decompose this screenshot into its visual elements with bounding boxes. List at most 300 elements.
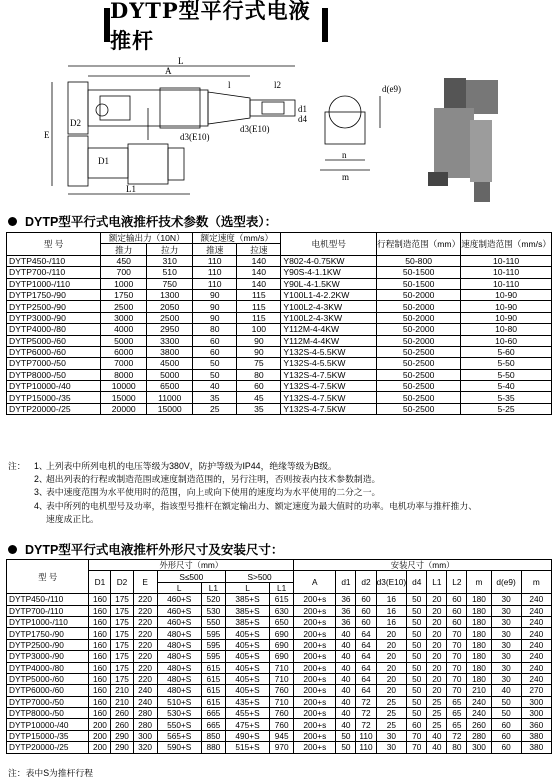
table-cell: 595 (201, 639, 225, 650)
table-cell: 50-2500 (377, 346, 461, 357)
t2-header-col: d4 (407, 571, 427, 594)
table-cell: 180 (467, 605, 491, 616)
table-cell: 110 (356, 730, 376, 741)
table-cell: 90 (193, 312, 237, 323)
table-row (7, 312, 552, 323)
table-cell: 10-110 (461, 255, 552, 266)
table-cell: 595 (201, 628, 225, 639)
table-cell: 40 (336, 719, 356, 730)
t1-header-model: 型 号 (7, 233, 101, 256)
table-cell: 16 (376, 616, 407, 627)
table-cell: DYTP450-/110 (7, 255, 101, 266)
table-cell: 35 (193, 392, 237, 403)
table-cell: 30 (491, 651, 521, 662)
table-cell: 50 (407, 616, 427, 627)
table-cell: 180 (467, 673, 491, 684)
table-cell: 20 (427, 594, 447, 605)
table-cell: 210 (111, 685, 133, 696)
t1-header-push: 推力 (101, 244, 147, 255)
table-cell: 4500 (147, 358, 193, 369)
table-cell: 460+S (157, 616, 201, 627)
table-cell: DYTP700-/110 (7, 267, 101, 278)
table-cell: 1750 (101, 289, 147, 300)
table-cell: 50 (336, 730, 356, 741)
table-cell: 240 (133, 696, 157, 707)
table-cell: 50 (407, 639, 427, 650)
table-row (7, 369, 552, 380)
table-cell: 530 (201, 605, 225, 616)
table-cell: 200+s (294, 628, 336, 639)
table-cell: 6500 (147, 381, 193, 392)
note-item (8, 500, 553, 513)
table-cell: 210 (111, 696, 133, 707)
table-cell: DYTP8000-/50 (7, 708, 89, 719)
table-cell: 760 (270, 685, 294, 696)
dim-L1: L1 (126, 184, 136, 194)
table-cell: 50-2000 (377, 301, 461, 312)
table-cell: 110 (193, 278, 237, 289)
table-cell: DYTP450-/110 (7, 594, 89, 605)
table-cell: DYTP7000-/50 (7, 696, 89, 707)
table-cell: 36 (336, 594, 356, 605)
table-cell: 20 (427, 651, 447, 662)
table-cell: 220 (133, 605, 157, 616)
table-cell: Y100L2-4-3KW (281, 312, 377, 323)
table-cell: 90 (193, 301, 237, 312)
note-text: 超出列表的行程或制造范围或速度制造范围的，另行注明，否则按表内技术参数制造。 (46, 474, 381, 485)
table-cell: 5-35 (461, 392, 552, 403)
dim-m: m (342, 172, 350, 182)
table-cell: 615 (201, 696, 225, 707)
table-cell: 175 (111, 673, 133, 684)
table-cell: 160 (89, 616, 111, 627)
table-row (7, 651, 552, 662)
page-title-box (104, 0, 328, 53)
note-lead (8, 486, 34, 499)
table-cell: Y132S-4-7.5KW (281, 369, 377, 380)
table-cell: 35 (237, 403, 281, 414)
table-row (7, 289, 552, 300)
table-cell: 240 (133, 685, 157, 696)
table-cell: 480+S (157, 628, 201, 639)
table-cell: 30 (491, 605, 521, 616)
table-cell: 8000 (101, 369, 147, 380)
table-cell: 750 (147, 278, 193, 289)
table-row (7, 605, 552, 616)
table-cell: DYTP1000-/110 (7, 278, 101, 289)
table-cell: 25 (376, 708, 407, 719)
table-row (7, 301, 552, 312)
table-cell: 6000 (101, 346, 147, 357)
table-cell: 615 (270, 594, 294, 605)
t1-header-force: 额定输出力（10N） (101, 233, 193, 244)
note-number: 3、 (34, 487, 48, 498)
table-cell: 5-50 (461, 369, 552, 380)
table-cell: 175 (111, 639, 133, 650)
table-cell: 50 (491, 696, 521, 707)
table-cell: 240 (521, 662, 551, 673)
table-cell: 240 (521, 639, 551, 650)
table-cell: 30 (491, 616, 521, 627)
table-cell: 160 (89, 662, 111, 673)
table-cell: 50-1500 (377, 278, 461, 289)
table-row (7, 742, 552, 753)
table-cell: 615 (201, 662, 225, 673)
note-text: 表中速度范围为水平使用时的范围，向上或向下使用的速度均为水平使用的二分之一。 (46, 487, 381, 498)
table-cell: 10-110 (461, 267, 552, 278)
section1-heading (8, 212, 277, 230)
table-cell: 40 (336, 628, 356, 639)
table-cell: DYTP20000-/25 (7, 403, 101, 414)
table-cell: 200+s (294, 730, 336, 741)
top-circle (96, 104, 108, 116)
table-cell: 20 (427, 673, 447, 684)
table-cell: 30 (376, 742, 407, 753)
table-cell: 2050 (147, 301, 193, 312)
table-cell: 615 (201, 673, 225, 684)
t2-header-outline: 外形尺寸（mm） (89, 560, 294, 571)
table-cell: 240 (521, 594, 551, 605)
table-cell: 16 (376, 594, 407, 605)
table-cell: 160 (89, 651, 111, 662)
photo-mount (428, 172, 448, 186)
table-cell: 20 (376, 673, 407, 684)
table-row (7, 696, 552, 707)
table-cell: 240 (521, 628, 551, 639)
table-cell: 50 (407, 673, 427, 684)
table-row (7, 255, 552, 266)
table-row (7, 278, 552, 289)
table-cell: 240 (521, 616, 551, 627)
table-cell: DYTP3000-/90 (7, 312, 101, 323)
table-cell: 60 (356, 594, 376, 605)
table-cell: 40 (427, 742, 447, 753)
dim-D2: D2 (70, 118, 81, 128)
table-cell: 650 (270, 616, 294, 627)
table-cell: 200+s (294, 594, 336, 605)
table-cell: 140 (237, 278, 281, 289)
table-cell: 64 (356, 662, 376, 673)
table-cell: 665 (201, 708, 225, 719)
table-cell: 175 (111, 662, 133, 673)
table-cell: DYTP6000-/60 (7, 346, 101, 357)
table-cell: 460+S (157, 594, 201, 605)
dim-n: n (342, 150, 347, 160)
table-cell: 110 (356, 742, 376, 753)
table-cell: 75 (237, 358, 281, 369)
t2-header-install: 安装尺寸（mm） (294, 560, 552, 571)
table-cell: 200+s (294, 719, 336, 730)
table-cell: 40 (336, 696, 356, 707)
table-cell: 50-2000 (377, 312, 461, 323)
table-cell: 60 (447, 605, 467, 616)
table-cell: 220 (133, 639, 157, 650)
table-cell: 40 (336, 708, 356, 719)
table-row (7, 594, 552, 605)
footnote: 注：表中S为推杆行程 (8, 768, 94, 778)
dim-A: A (165, 66, 172, 76)
table-cell: 50 (491, 708, 521, 719)
table-cell: 20 (376, 628, 407, 639)
table-cell: 72 (356, 708, 376, 719)
table-cell: 40 (193, 381, 237, 392)
table-cell: 200+s (294, 639, 336, 650)
table-cell: 20 (376, 662, 407, 673)
table-cell: 90 (237, 335, 281, 346)
table-cell: 160 (89, 685, 111, 696)
table-cell: 5000 (101, 335, 147, 346)
table-cell: 710 (270, 696, 294, 707)
note-item (8, 460, 553, 473)
table-cell: 20 (427, 662, 447, 673)
table-cell: DYTP20000-/25 (7, 742, 89, 753)
table-cell: 175 (111, 616, 133, 627)
photo-cylinder (434, 108, 474, 178)
mount-flange-bottom (68, 136, 88, 186)
table-cell: 510 (147, 267, 193, 278)
t2-header-col: L1 (427, 571, 447, 594)
table-cell: 210 (467, 685, 491, 696)
t2-header-model: 型 号 (7, 560, 89, 594)
table-cell: 385+S (225, 594, 269, 605)
table-cell: 180 (467, 651, 491, 662)
t2-header-col: L (225, 582, 269, 593)
rod-eye (262, 102, 284, 114)
table-cell: 220 (133, 594, 157, 605)
table-row (7, 730, 552, 741)
t1-header-speed: 额定速度（mm/s） (193, 233, 281, 244)
section2-title: DYTP型平行式电液推杆外形尺寸及安装尺寸： (25, 543, 284, 557)
bullet-icon (8, 545, 17, 554)
table-cell: DYTP10000-/40 (7, 719, 89, 730)
table-cell: 50 (407, 628, 427, 639)
table-cell: 30 (491, 673, 521, 684)
table-cell: 20 (427, 639, 447, 650)
table-cell: 200 (89, 730, 111, 741)
t2-header-col: m (521, 571, 551, 594)
table-cell: 260 (111, 708, 133, 719)
table-cell: 175 (111, 651, 133, 662)
t1-header-pushspd: 推速 (193, 244, 237, 255)
table-cell: 25 (427, 696, 447, 707)
table-cell: 380 (521, 730, 551, 741)
table-cell: 70 (447, 673, 467, 684)
table-cell: 65 (447, 696, 467, 707)
table-cell: 10-90 (461, 289, 552, 300)
table-cell: 50-1500 (377, 267, 461, 278)
table-cell: 665 (201, 719, 225, 730)
section2-heading (8, 540, 283, 558)
table-cell: 65 (447, 719, 467, 730)
table-cell: Y132S-4-5.5KW (281, 358, 377, 369)
table-cell: 110 (193, 267, 237, 278)
table-cell: Y132S-4-7.5KW (281, 403, 377, 414)
table-row (7, 267, 552, 278)
table-cell: 710 (270, 673, 294, 684)
table-cell: 50 (336, 742, 356, 753)
table-cell: 760 (270, 708, 294, 719)
tech-params-table (6, 232, 552, 415)
table-cell: 200+s (294, 662, 336, 673)
table-cell: 25 (376, 719, 407, 730)
table-cell: 40 (336, 651, 356, 662)
table-cell: 200+s (294, 673, 336, 684)
table-cell: 40 (336, 639, 356, 650)
table-cell: 50 (407, 662, 427, 673)
table-cell: 50-2000 (377, 324, 461, 335)
table-cell: 175 (111, 594, 133, 605)
table-cell: DYTP700-/110 (7, 605, 89, 616)
table-cell: Y132S-4-7.5KW (281, 392, 377, 403)
table-row (7, 392, 552, 403)
table-row (7, 616, 552, 627)
t2-header-col: L2 (447, 571, 467, 594)
page-title: DYTP型平行式电液推杆 (110, 0, 311, 53)
note-lead (8, 513, 34, 526)
table-cell: 3800 (147, 346, 193, 357)
table-cell: 50 (407, 651, 427, 662)
table-cell: 25 (193, 403, 237, 414)
table-row (7, 324, 552, 335)
table-cell: 300 (467, 742, 491, 753)
note-item (8, 486, 553, 499)
table-cell: 36 (336, 605, 356, 616)
table-cell: 615 (201, 685, 225, 696)
table-cell: 320 (133, 742, 157, 753)
table-cell: 595 (201, 651, 225, 662)
table-cell: 160 (89, 639, 111, 650)
table-cell: 200+s (294, 708, 336, 719)
table-cell: 850 (201, 730, 225, 741)
table-cell: 10-90 (461, 301, 552, 312)
table-cell: DYTP10000-/40 (7, 381, 101, 392)
table-cell: 140 (237, 267, 281, 278)
table-cell: 64 (356, 628, 376, 639)
note-number: 2、 (34, 474, 48, 485)
table-cell: 480+S (157, 673, 201, 684)
table-row (7, 662, 552, 673)
table-cell: 60 (447, 594, 467, 605)
dim-D1: D1 (98, 156, 109, 166)
table-cell: 175 (111, 628, 133, 639)
table-cell: 65 (447, 708, 467, 719)
table-row (7, 381, 552, 392)
table-row (7, 719, 552, 730)
table-cell: 90 (237, 346, 281, 357)
table-cell: 550+S (157, 719, 201, 730)
table-cell: 180 (467, 594, 491, 605)
table-cell: 450 (101, 255, 147, 266)
table-cell: 220 (133, 662, 157, 673)
table-cell: 455+S (225, 708, 269, 719)
dimensions-table (6, 559, 552, 754)
table-cell: 30 (376, 730, 407, 741)
table-cell: 630 (270, 605, 294, 616)
table-cell: DYTP15000-/35 (7, 730, 89, 741)
t2-header-col: d3(E10) (376, 571, 407, 594)
table-cell: 1000 (101, 278, 147, 289)
table-cell: 50 (407, 605, 427, 616)
table-cell: 115 (237, 312, 281, 323)
table-cell: 60 (193, 346, 237, 357)
note-item (8, 473, 553, 486)
table-cell: 60 (491, 742, 521, 753)
t2-header-col: d2 (356, 571, 376, 594)
table-cell: 80 (193, 324, 237, 335)
cylinder-collar (100, 96, 130, 120)
table-cell: 110 (193, 255, 237, 266)
table-cell: DYTP7000-/50 (7, 358, 101, 369)
table-cell: 475+S (225, 719, 269, 730)
table-cell: 160 (89, 594, 111, 605)
table-cell: 405+S (225, 651, 269, 662)
note-text: 上列表中所列电机的电压等级为380V，防护等级为IP44，绝缘等级为B级。 (46, 461, 337, 471)
table-cell: 50 (407, 696, 427, 707)
table-cell: DYTP8000-/50 (7, 369, 101, 380)
product-photo (414, 68, 514, 208)
note-lead (8, 473, 34, 486)
table-cell: 64 (356, 651, 376, 662)
table-cell: DYTP1750-/90 (7, 628, 89, 639)
table-cell: 64 (356, 673, 376, 684)
table-cell: 200+s (294, 685, 336, 696)
table-cell: 385+S (225, 605, 269, 616)
table-cell: 72 (356, 696, 376, 707)
table-cell: 40 (336, 673, 356, 684)
table-cell: 70 (407, 730, 427, 741)
table-cell: 20 (376, 651, 407, 662)
table-cell: 72 (356, 719, 376, 730)
table-cell: 40 (336, 685, 356, 696)
table-cell: 700 (101, 267, 147, 278)
table-cell: 405+S (225, 639, 269, 650)
table-cell: 20 (376, 685, 407, 696)
table-cell: 70 (447, 639, 467, 650)
table-cell: 290 (111, 742, 133, 753)
table-cell: 50-2500 (377, 358, 461, 369)
table-cell: 1300 (147, 289, 193, 300)
table-cell: 260 (467, 719, 491, 730)
table-cell: 30 (491, 594, 521, 605)
table-cell: 180 (467, 616, 491, 627)
table-cell: 160 (89, 673, 111, 684)
table-cell: DYTP6000-/60 (7, 685, 89, 696)
table-cell: 970 (270, 742, 294, 753)
table-cell: 300 (521, 708, 551, 719)
dim-L: L (178, 56, 184, 66)
table-cell: 40 (491, 685, 521, 696)
table-cell: 200+s (294, 696, 336, 707)
t1-header-pullspd: 拉速 (237, 244, 281, 255)
table-cell: 7000 (101, 358, 147, 369)
table-cell: 40 (427, 730, 447, 741)
motor-endcap (168, 148, 184, 180)
notes-block (8, 460, 553, 526)
table-cell: 220 (133, 651, 157, 662)
table-cell: 3300 (147, 335, 193, 346)
table-row (7, 628, 552, 639)
dim-d3: d3(E10) (180, 132, 210, 142)
table-row (7, 673, 552, 684)
table-cell: 520 (201, 594, 225, 605)
table-cell: 25 (427, 719, 447, 730)
table-cell: 240 (467, 708, 491, 719)
rod-cone (208, 92, 250, 124)
t2-header-s1: S≤500 (157, 571, 225, 582)
table-row (7, 708, 552, 719)
table-cell: DYTP5000-/60 (7, 335, 101, 346)
t2-header-col: E (133, 571, 157, 594)
